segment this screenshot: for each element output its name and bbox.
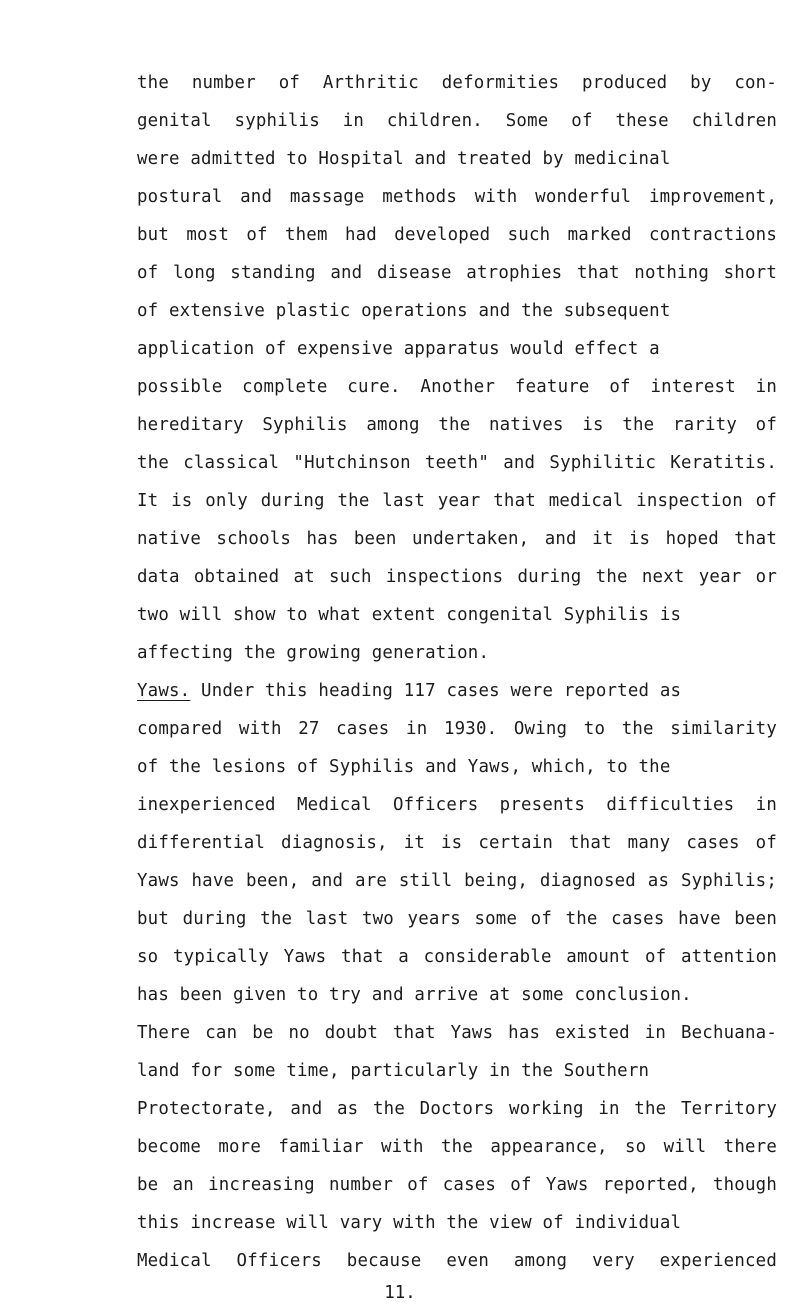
text-line: application of expensive apparatus would effect a [137,339,660,359]
text-line: were admitted to Hospital and treated by medicinal [137,149,671,169]
text-line: but during the last two years some of the cases have been [137,909,777,929]
text-line: affecting the growing generation. [137,643,490,663]
text-line: Yaws have been, and are still being, diagnosed as Syphilis; [137,871,777,891]
text-line: inexperienced Medical Officers presents difficulties in [137,795,777,815]
text-line: Under this heading 117 cases were reported as [201,681,682,701]
text-line: of extensive plastic operations and the subsequent [137,301,671,321]
text-line: postural and massage methods with wonderful improvement, [137,187,777,207]
text-line: genital syphilis in children. Some of these children [137,111,777,131]
text-line: of long standing and disease atrophies that nothing short [137,263,777,283]
text-line: the number of Arthritic deformities produced by con- [137,73,777,93]
text-line: Protectorate, and as the Doctors working in the Territory [137,1099,777,1119]
text-line: native schools has been undertaken, and it is hoped that [137,529,777,549]
page-number: 11. [384,1283,416,1303]
text-line: be an increasing number of cases of Yaws reported, though [137,1175,777,1195]
yaws-section-first-line [137,680,777,702]
text-line: compared with 27 cases in 1930. Owing to the similarity [137,719,777,739]
text-line: this increase will vary with the view of individual [137,1213,682,1233]
text-line: has been given to try and arrive at some conclusion. [137,985,692,1005]
text-line: differential diagnosis, it is certain that many cases of [137,833,777,853]
text-line: hereditary Syphilis among the natives is the rarity of [137,415,777,435]
text-line: of the lesions of Syphilis and Yaws, which, to the [137,757,671,777]
text-line: possible complete cure. Another feature of interest in [137,377,777,397]
text-line: There can be no doubt that Yaws has existed in Bechuana- [137,1023,777,1043]
section-heading-yaws: Yaws. [137,681,191,701]
text-line: so typically Yaws that a considerable amount of attention [137,947,777,967]
text-line: but most of them had developed such marked contractions [137,225,777,245]
text-line: land for some time, particularly in the Southern [137,1061,650,1081]
text-line: become more familiar with the appearance, so will there [137,1137,777,1157]
text-line: the classical "Hutchinson teeth" and Syphilitic Keratitis. [137,453,777,473]
text-line: It is only during the last year that medical inspection of [137,491,777,511]
text-line: data obtained at such inspections during the next year or [137,567,777,587]
text-line: two will show to what extent congenital Syphilis is [137,605,682,625]
text-line: Medical Officers because even among very experienced [137,1251,777,1271]
